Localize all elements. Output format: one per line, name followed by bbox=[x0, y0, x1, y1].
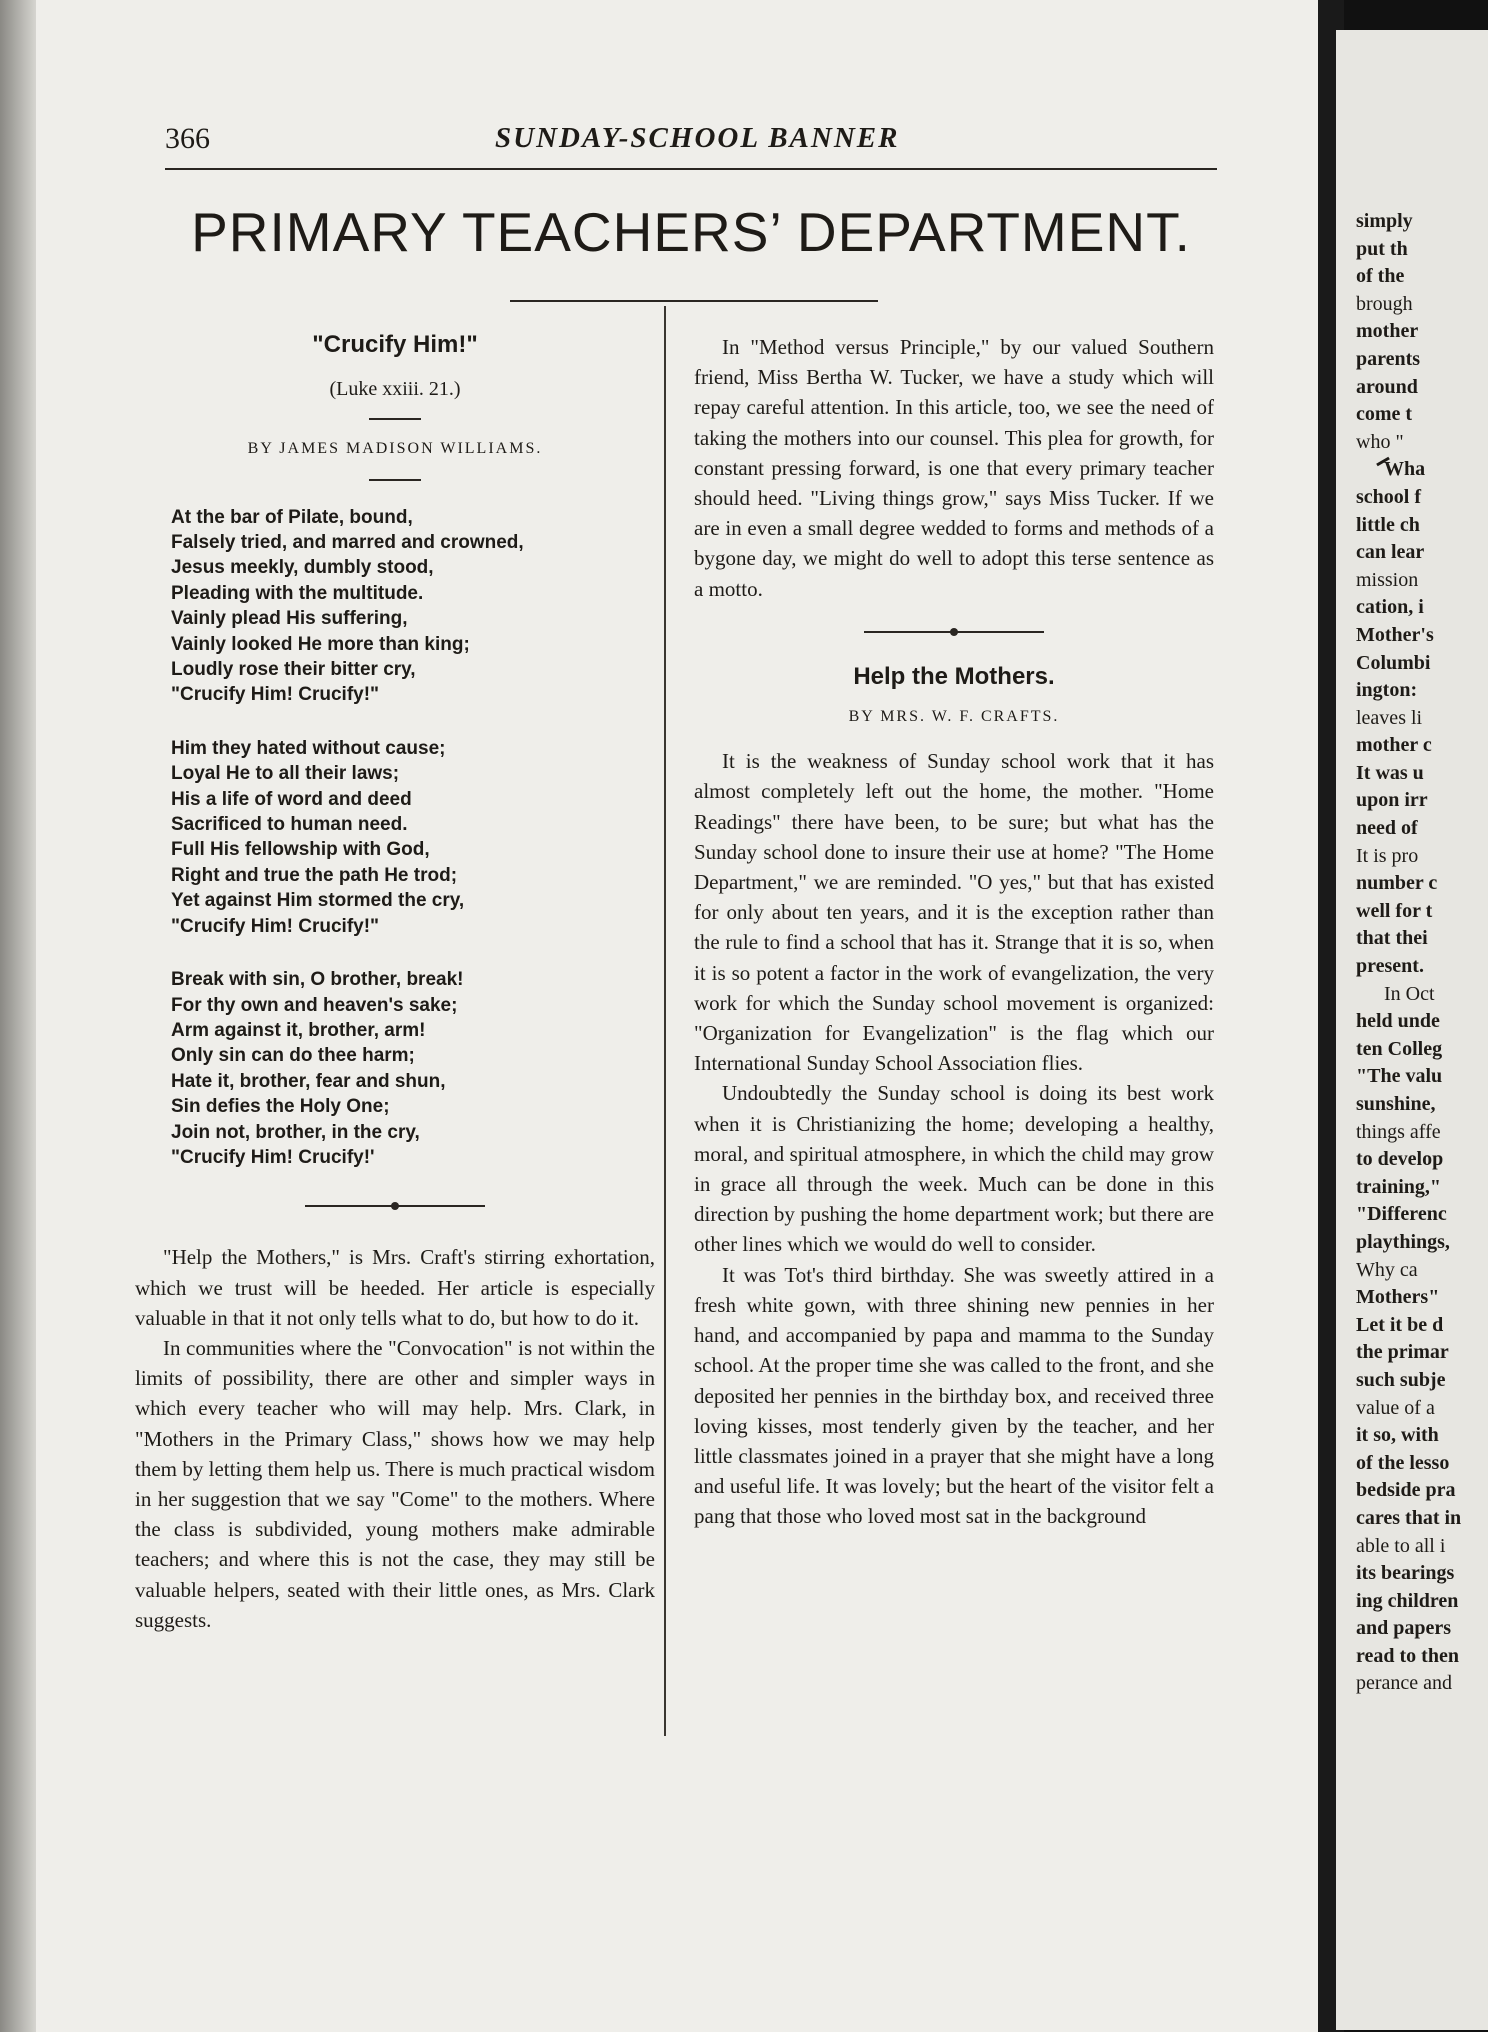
text-fragment: cares that in bbox=[1356, 1506, 1462, 1529]
text-fragment: held unde bbox=[1356, 1010, 1440, 1033]
text-fragment: around bbox=[1356, 375, 1418, 398]
text-fragment: ington: bbox=[1356, 679, 1418, 702]
text-fragment: upon irr bbox=[1356, 789, 1428, 812]
page-number: 366 bbox=[165, 122, 210, 155]
right-column bbox=[694, 332, 1214, 1532]
text-fragment: read to then bbox=[1356, 1644, 1459, 1667]
text-fragment: parents bbox=[1356, 347, 1421, 370]
text-fragment: well for t bbox=[1356, 899, 1433, 922]
text-fragment: can lear bbox=[1356, 541, 1425, 564]
text-fragment: who " bbox=[1356, 430, 1404, 453]
page-header bbox=[165, 122, 1217, 156]
text-fragment: Mother's bbox=[1356, 623, 1434, 646]
poem-title: "Crucify Him!" bbox=[312, 331, 478, 358]
poem-line: "Crucify Him! Crucify!' bbox=[171, 1146, 375, 1168]
text-fragment: present. bbox=[1356, 955, 1424, 978]
poem-line: His a life of word and deed bbox=[171, 788, 412, 810]
text-fragment: leaves li bbox=[1356, 706, 1423, 729]
poem-line: Him they hated without cause; bbox=[171, 737, 446, 759]
text-fragment: In Oct bbox=[1384, 982, 1435, 1005]
text-fragment: come t bbox=[1356, 403, 1413, 426]
rule bbox=[369, 479, 421, 481]
poem-line: Vainly plead His suffering, bbox=[171, 608, 408, 630]
text-fragment: number c bbox=[1356, 872, 1438, 895]
text-fragment: of the bbox=[1356, 265, 1405, 288]
poem-line: Falsely tried, and marred and crowned, bbox=[171, 532, 524, 554]
poem-line: For thy own and heaven's sake; bbox=[171, 994, 458, 1016]
left-paragraphs bbox=[135, 1242, 655, 1635]
text-fragment: mother c bbox=[1356, 734, 1432, 757]
text-fragment: such subje bbox=[1356, 1368, 1446, 1391]
text-fragment: need of bbox=[1356, 817, 1418, 840]
paragraph: "Help the Mothers," is Mrs. Craft's stirring exhortation, which we trust will be heeded. Her article is especially valuable in that it not only tells what to do, but how to do it. bbox=[135, 1245, 655, 1330]
article-title: Help the Mothers. bbox=[853, 662, 1055, 690]
poem-stanza bbox=[171, 967, 655, 1170]
paragraph: In communities where the "Convocation" is not within the limits of possibility, there are other and simpler ways in which every teacher who will may help. Mrs. Clark, in "Mothers in the Primary Class," shows how we may help them by letting them help us. There is much practical wisdom in her suggestion that we say "Come" to the mothers. Where the class is subdivided, young mothers make admirable teachers; and where this is not the case, they may still be valuable helpers, seated with their little ones, as Mrs. Clark suggests. bbox=[135, 1335, 655, 1632]
poem-line: At the bar of Pilate, bound, bbox=[171, 506, 413, 528]
poem-line: Join not, brother, in the cry, bbox=[171, 1121, 420, 1143]
poem-line: Hate it, brother, fear and shun, bbox=[171, 1070, 446, 1092]
text-fragment: It is pro bbox=[1356, 844, 1419, 867]
text-fragment: to develop bbox=[1356, 1148, 1444, 1171]
text-fragment: brough bbox=[1356, 292, 1413, 315]
poem-line: Loyal He to all their laws; bbox=[171, 763, 400, 785]
text-fragment: Why ca bbox=[1356, 1258, 1418, 1281]
header-rule bbox=[165, 168, 1217, 170]
poem-line: "Crucify Him! Crucify!" bbox=[171, 915, 380, 937]
text-fragment: Let it be d bbox=[1356, 1313, 1444, 1336]
intro-paragraph: In "Method versus Principle," by our valued Southern friend, Miss Bertha W. Tucker, we have a study which will repay careful attention. In this article, too, we see the need of taking the mothers into our counsel. This plea for growth, for constant pressing forward, is one that every primary teacher should heed. "Living things grow," says Miss Tucker. If we are in even a small degree wedded to forms and methods of a bygone day, we might do well to adopt this terse sentence as a motto. bbox=[694, 335, 1214, 601]
text-fragment: sunshine, bbox=[1356, 1093, 1436, 1115]
poem-line: Sin defies the Holy One; bbox=[171, 1096, 390, 1118]
poem-reference: (Luke xxiii. 21.) bbox=[329, 378, 461, 401]
poem-line: Right and true the path He trod; bbox=[171, 864, 458, 886]
text-fragment: things affe bbox=[1356, 1120, 1441, 1143]
text-fragment: put th bbox=[1356, 237, 1408, 260]
article-body bbox=[694, 746, 1214, 1531]
text-fragment: ing children bbox=[1356, 1589, 1459, 1612]
poem-body bbox=[135, 505, 655, 1171]
text-fragment: playthings, bbox=[1356, 1230, 1450, 1253]
text-fragment: little ch bbox=[1356, 513, 1420, 536]
text-fragment: mother bbox=[1356, 320, 1419, 343]
paragraph: Undoubtedly the Sunday school is doing its best work when it is Christianizing the home; developing a healthy, moral, and spiritual atmosphere, in which the child may grow in grace all through the week. Much can be done in this direction by pushing the home department work; but there are other lines which we would do well to consider. bbox=[694, 1081, 1214, 1257]
text-fragment: value of a bbox=[1356, 1396, 1435, 1419]
poem-line: Pleading with the multitude. bbox=[171, 582, 424, 604]
text-fragment: training," bbox=[1356, 1175, 1441, 1198]
poem-stanza bbox=[171, 505, 655, 708]
poem-line: Full His fellowship with God, bbox=[171, 839, 430, 861]
text-fragment: "The valu bbox=[1356, 1065, 1443, 1088]
poem-line: Yet against Him stormed the cry, bbox=[171, 890, 465, 912]
text-fragment: simply bbox=[1356, 210, 1413, 232]
column-divider bbox=[664, 306, 666, 1736]
text-fragment: bedside pra bbox=[1356, 1479, 1456, 1502]
poem-byline: BY JAMES MADISON WILLIAMS. bbox=[247, 440, 543, 458]
running-title: SUNDAY-SCHOOL BANNER bbox=[495, 122, 900, 154]
text-fragment: Columbi bbox=[1356, 651, 1431, 674]
text-fragment: It was u bbox=[1356, 761, 1424, 784]
text-fragment: school f bbox=[1356, 485, 1421, 508]
text-fragment: mission bbox=[1356, 568, 1419, 591]
poem-line: Sacrificed to human need. bbox=[171, 814, 408, 836]
text-fragment: perance and bbox=[1356, 1672, 1453, 1695]
text-fragment: its bearings bbox=[1356, 1562, 1455, 1585]
department-title: PRIMARY TEACHERS’ DEPARTMENT. bbox=[191, 201, 1191, 263]
poem-line: Vainly looked He more than king; bbox=[171, 633, 470, 655]
paragraph: It is the weakness of Sunday school work that it has almost completely left out the home, the mother. "Home Readings" there have been, to be sure; but what has the Sunday school done to insure their use at home? "The Home Department," we are reminded. "O yes," but that has existed for only about ten years, and it is the exception rather than the rule to find a school that has it. Strange that it is so, when it is so potent a factor in the work of evangelization, the very work for which the Sunday school movement is organized: "Organization for Evangelization" is the flag which our International Sunday School Association flies. bbox=[694, 749, 1214, 1076]
text-fragment: of the lesso bbox=[1356, 1451, 1450, 1474]
paragraph: It was Tot's third birthday. She was sweetly attired in a fresh white gown, with three shining new pennies in her hand, and accompanied by papa and mamma to the Sunday school. At the proper time she was called to the front, and she deposited her pennies in the birthday box, and received three loving kisses, most tenderly given by the teacher, and her little classmates joined in a prayer that she might have a long and useful life. It was lovely; but the heart of the visitor felt a pang that those who loved most sat in the background bbox=[694, 1262, 1214, 1529]
text-fragment: cation, i bbox=[1356, 596, 1424, 619]
ornament-divider bbox=[305, 1200, 485, 1212]
text-fragment: "Differenc bbox=[1356, 1203, 1447, 1226]
poem-line: Jesus meekly, dumbly stood, bbox=[171, 557, 434, 579]
text-fragment: that thei bbox=[1356, 927, 1428, 950]
ornament-divider bbox=[864, 626, 1044, 638]
next-page-fragments bbox=[1356, 208, 1461, 1698]
poem-line: Arm against it, brother, arm! bbox=[171, 1019, 426, 1041]
poem-line: Break with sin, O brother, break! bbox=[171, 969, 464, 991]
text-fragment: and papers bbox=[1356, 1617, 1452, 1640]
article-byline: BY MRS. W. F. CRAFTS. bbox=[848, 708, 1060, 726]
text-fragment: the primar bbox=[1356, 1341, 1449, 1364]
text-fragment: ten Colleg bbox=[1356, 1037, 1443, 1060]
poem-line: Loudly rose their bitter cry, bbox=[171, 659, 416, 681]
poem-line: "Crucify Him! Crucify!" bbox=[171, 684, 380, 706]
text-fragment: it so, with bbox=[1356, 1424, 1439, 1447]
title-rule bbox=[510, 300, 878, 302]
binding-shadow bbox=[0, 0, 36, 2032]
left-column bbox=[135, 312, 655, 1635]
text-fragment: Wha bbox=[1384, 458, 1426, 481]
poem-stanza bbox=[171, 736, 655, 939]
text-fragment: able to all i bbox=[1356, 1534, 1446, 1557]
rule bbox=[369, 418, 421, 420]
poem-line: Only sin can do thee harm; bbox=[171, 1045, 415, 1067]
next-page-edge bbox=[1336, 30, 1488, 2030]
text-fragment: Mothers" bbox=[1356, 1286, 1440, 1309]
